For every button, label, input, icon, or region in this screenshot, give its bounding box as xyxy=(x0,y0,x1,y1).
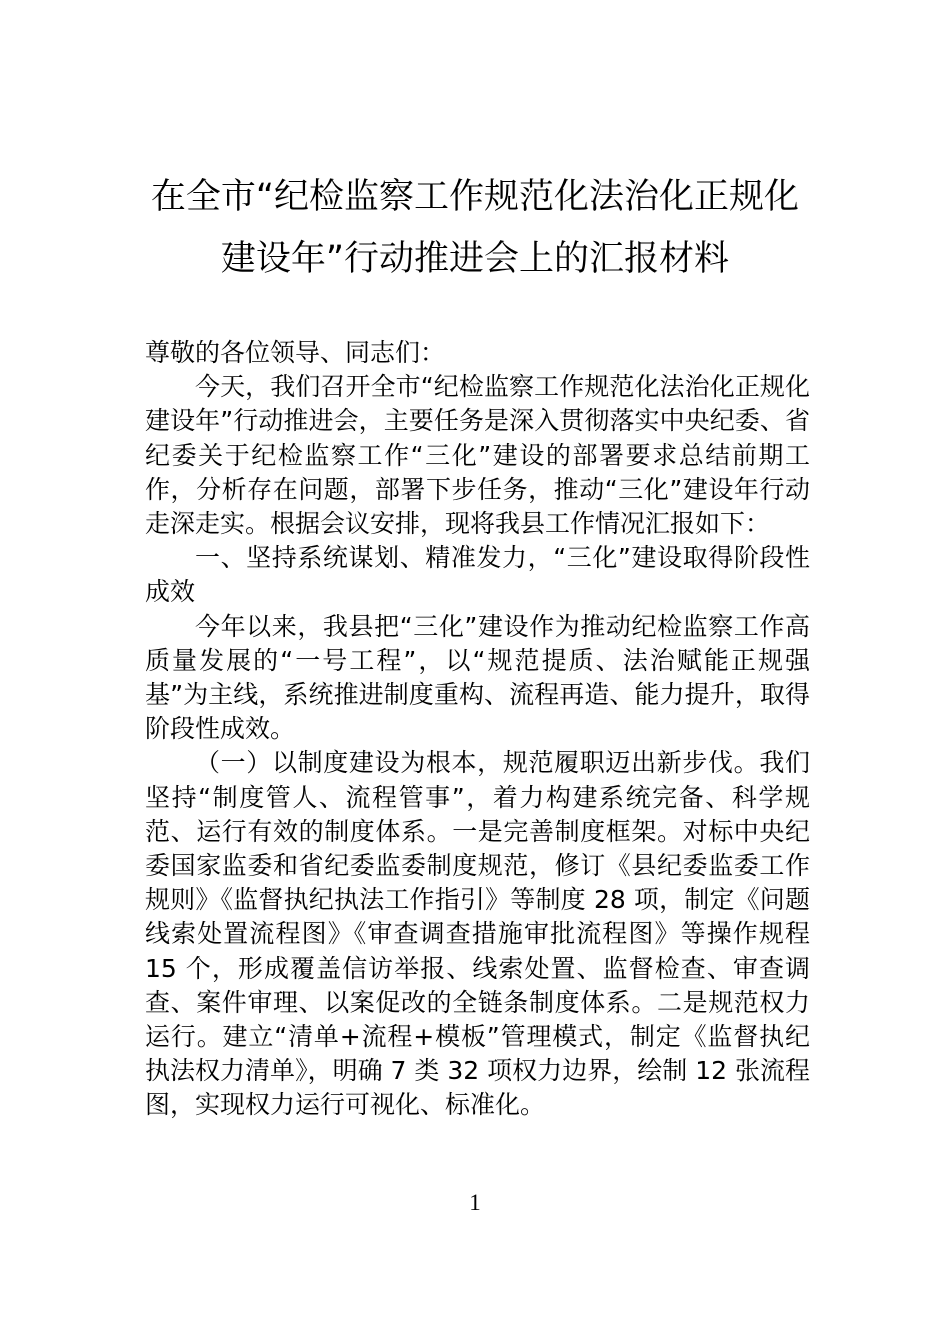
section-heading-1: 一、坚持系统谋划、精准发力，“三化”建设取得阶段性成效 xyxy=(145,543,810,607)
page-number: 1 xyxy=(469,1190,481,1215)
document-title: 在全市“纪检监察工作规范化法治化正规化建设年”行动推进会上的汇报材料 xyxy=(150,177,800,279)
salutation: 尊敬的各位领导、同志们： xyxy=(145,338,446,367)
paragraph-intro: 今天，我们召开全市“纪检监察工作规范化法治化正规化建设年”行动推进会，主要任务是深入贯彻落实中央纪委、省纪委关于纪检监察工作“三化”建设的部署要求总结前期工作，分析存在问题，部署下步任务，推动“三化”建设年行动走深走实。根据会议安排，现将我县工作情况汇报如下： xyxy=(145,372,810,539)
paragraph-institution-building: （一）以制度建设为根本，规范履职迈出新步伐。我们坚持“制度管人、流程管事”，着力构建系统完备、科学规范、运行有效的制度体系。一是完善制度框架。对标中央纪委国家监委和省纪委监委制度规范，修订《县纪委监委工作规则》《监督执纪执法工作指引》等制度 28 项，制定《问题线索处置流程图》《审查调查措施审批流程图》等操作规程 15 个，形成覆盖信访举报、线索处置、监督检查、审查调查、案件审理、以案促改的全链条制度体系。二是规范权力运行。建立“清单+流程+模板”管理模式，制定《监督执纪执法权力清单》，明确 7 类 32 项权力边界，绘制 12 张流程图，实现权力运行可视化、标准化。 xyxy=(145,748,810,1120)
paragraph-overview: 今年以来，我县把“三化”建设作为推动纪检监察工作高质量发展的“一号工程”，以“规范提质、法治赋能正规强基”为主线，系统推进制度重构、流程再造、能力提升，取得阶段性成效。 xyxy=(145,611,810,744)
document-body xyxy=(145,336,810,1123)
